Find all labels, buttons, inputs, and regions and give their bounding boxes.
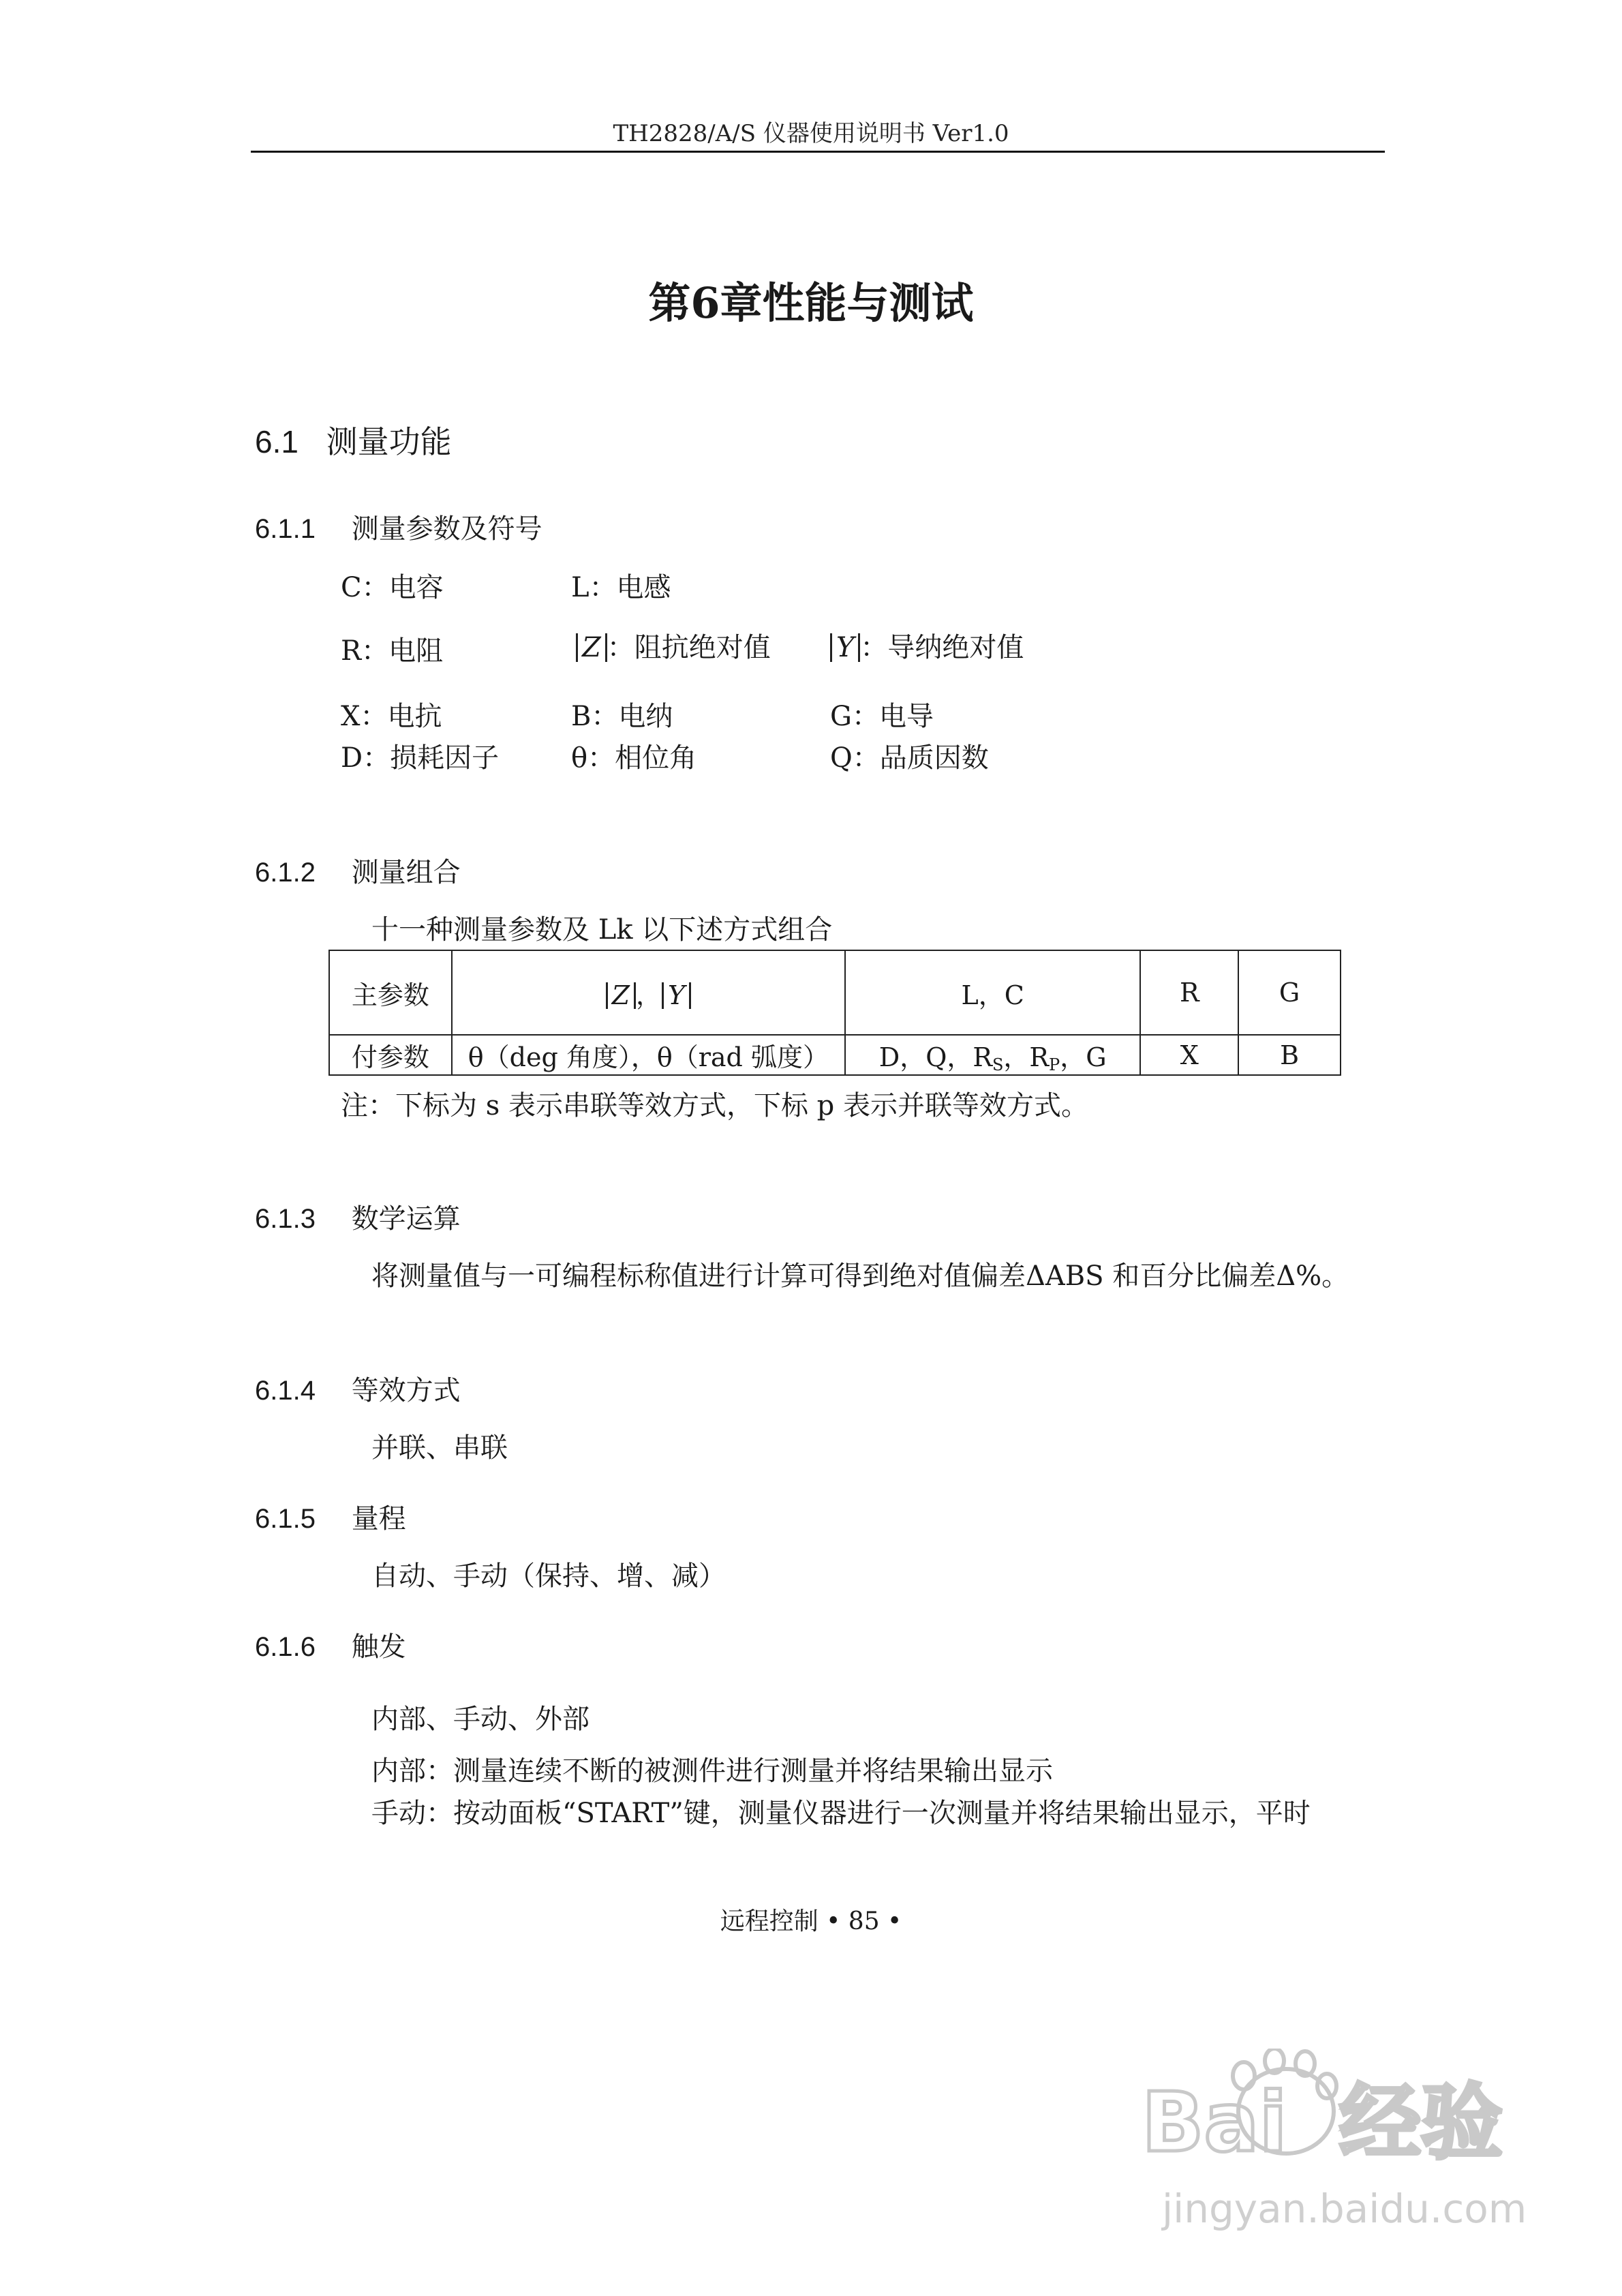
table-cell-label: 主参数 — [329, 950, 452, 1035]
trigger-manual: 手动：按动面板“START”键，测量仪器进行一次测量并将结果输出显示，平时 — [371, 1798, 1311, 1829]
param-g: G：电导 — [830, 701, 934, 732]
abs-z-symbol: Z — [576, 633, 607, 662]
param-theta: θ：相位角 — [571, 742, 697, 774]
subscript-s: S — [992, 1055, 1004, 1074]
section-6-1-2-heading — [255, 851, 461, 890]
equiv-text: 并联、串联 — [371, 1432, 508, 1464]
table-cell-x: X — [1140, 1035, 1238, 1075]
separator: ， — [636, 980, 662, 1010]
section-title: 测量组合 — [351, 857, 461, 888]
baidu-watermark-logo — [1135, 2049, 1544, 2267]
section-6-1-6-heading — [255, 1625, 406, 1664]
section-6-1-heading — [255, 417, 452, 462]
section-title: 测量功能 — [326, 423, 452, 460]
section-number: 6.1.3 — [255, 1204, 316, 1234]
param-y-desc: ：导纳绝对值 — [860, 632, 1024, 663]
param-y — [830, 626, 1024, 665]
table-cell-g: G — [1238, 950, 1341, 1035]
chapter-title: 第6章性能与测试 — [648, 278, 974, 328]
running-header: TH2828/A/S 仪器使用说明书 Ver1.0 — [613, 120, 1009, 147]
table-cell-dq — [845, 1035, 1140, 1075]
param-r: R：电阻 — [341, 635, 444, 667]
section-title: 测量参数及符号 — [351, 513, 542, 545]
section-number: 6.1.1 — [255, 514, 316, 544]
abs-y-symbol: Y — [662, 982, 691, 1010]
param-q: Q：品质因数 — [830, 742, 989, 774]
trigger-modes: 内部、手动、外部 — [371, 1704, 590, 1735]
subscript-p: P — [1049, 1055, 1060, 1074]
trigger-internal: 内部：测量连续不断的被测件进行测量并将结果输出显示 — [371, 1755, 1053, 1787]
table-cell-zy — [452, 950, 845, 1035]
combo-note: 注：下标为 s 表示串联等效方式，下标 p 表示并联等效方式。 — [341, 1090, 1088, 1121]
param-l: L：电感 — [571, 572, 671, 603]
dq-mid: ，R — [1003, 1042, 1050, 1072]
svg-text:Bai: Bai — [1142, 2076, 1287, 2171]
section-title: 等效方式 — [351, 1375, 461, 1406]
section-number: 6.1.4 — [255, 1376, 316, 1406]
section-6-1-5-heading — [255, 1497, 406, 1536]
table-cell-lc: L，C — [845, 950, 1140, 1035]
combo-intro: 十一种测量参数及 Lk 以下述方式组合 — [371, 914, 833, 946]
dq-suffix: ，G — [1060, 1042, 1107, 1072]
section-number: 6.1 — [255, 424, 299, 459]
table-row — [329, 950, 1341, 1035]
combination-table — [328, 950, 1341, 1076]
dq-prefix: D，Q，R — [878, 1042, 992, 1072]
table-cell-r: R — [1140, 950, 1238, 1035]
range-text: 自动、手动（保持、增、减） — [371, 1560, 726, 1592]
section-number: 6.1.2 — [255, 858, 316, 888]
section-number: 6.1.5 — [255, 1504, 316, 1534]
section-6-1-3-heading — [255, 1197, 461, 1236]
section-6-1-4-heading — [255, 1369, 461, 1408]
param-x: X：电抗 — [341, 701, 442, 732]
param-b: B：电纳 — [571, 701, 673, 732]
table-cell-label: 付参数 — [329, 1035, 452, 1075]
table-row — [329, 1035, 1341, 1075]
abs-z-symbol: Z — [606, 982, 636, 1010]
section-6-1-1-heading — [255, 507, 542, 546]
section-title: 数学运算 — [351, 1203, 461, 1235]
table-cell-theta: θ（deg 角度），θ（rad 弧度） — [452, 1035, 845, 1075]
section-title: 触发 — [351, 1631, 406, 1663]
param-z-desc: ：阻抗绝对值 — [607, 632, 771, 663]
param-z — [576, 626, 771, 665]
section-number: 6.1.6 — [255, 1632, 316, 1662]
section-title: 量程 — [351, 1503, 406, 1535]
table-cell-b: B — [1238, 1035, 1341, 1075]
header-rule — [251, 151, 1385, 153]
param-d: D：损耗因子 — [341, 742, 500, 774]
param-c: C：电容 — [341, 572, 444, 603]
math-text: 将测量值与一可编程标称值进行计算可得到绝对值偏差ΔABS 和百分比偏差Δ%。 — [371, 1260, 1349, 1292]
svg-text:jingyan.baidu.com: jingyan.baidu.com — [1162, 2186, 1527, 2232]
abs-y-symbol: Y — [830, 633, 860, 662]
page-footer: 远程控制 • 85 • — [720, 1907, 902, 1935]
svg-text:经验: 经验 — [1339, 2076, 1503, 2171]
